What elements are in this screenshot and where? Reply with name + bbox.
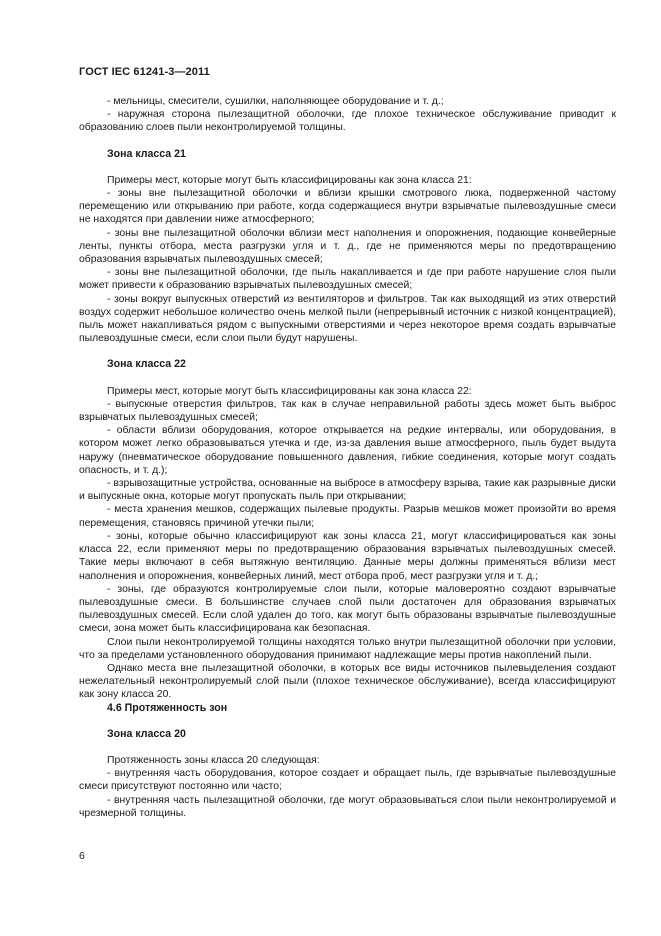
list-item: - зоны вне пылезащитной оболочки вблизи мест наполнения и опорожнения, подающие конвейерные ленты, пункты отбора, места разгрузки угля и т. д., где не применяются меры по предотвращению образования взрывчатых пылевоздушных смесей; [79, 227, 616, 266]
list-item: - внутренняя часть оборудования, которое создает и обращает пыль, где взрывчатые пылевоздушные смеси присутствуют постоянно или часто; [79, 768, 616, 793]
page-body [79, 95, 616, 820]
list-item: - зоны вне пылезащитной оболочки, где пыль накапливается и где при работе нарушение слоя пыли может привести к образованию взрывчатых пылевоздушных смесей; [79, 267, 616, 292]
paragraph: Однако места вне пылезащитной оболочки, в которых все виды источников пылевыделения создают нежелательный неконтролируемый слой пыли (плохое техническое обслуживание), всегда классифицируют как зону класса 20. [79, 662, 616, 701]
section-heading-zone-22: Зона класса 22 [107, 358, 186, 371]
list-item: - наружная сторона пылезащитной оболочки, где плохое техническое обслуживание приводит к образованию слоев пыли неконтролируемой толщины. [79, 109, 616, 134]
paragraph: Протяженность зоны класса 20 следующая: [107, 754, 320, 766]
list-item: - взрывозащитные устройства, основанные на выбросе в атмосферу взрыва, такие как разрывные диски и выпускные окна, которые могут пропускать пыль при открывании; [79, 478, 616, 503]
list-item: - зоны вокруг выпускных отверстий из вентиляторов и фильтров. Так как выходящий из этих отверстий воздух содержит небольшое количество очень мелкой пыли (непрерывный источник с низкой концентрацией), пыль может накапливаться рядом с выпускными отверстиями и через некоторое время создать взрывчатые пылевоздушные смеси, если слои пыли будут нарушены. [79, 293, 616, 345]
section-heading-zone-21: Зона класса 21 [107, 147, 186, 160]
list-item: - мельницы, смесители, сушилки, наполняющее оборудование и т. д.; [107, 96, 444, 107]
standard-header: ГОСТ IEC 61241-3—2011 [79, 66, 210, 78]
list-item: - зоны, которые обычно классифицируют как зоны класса 21, могут классифицироваться как зоны класса 22, если применяют меры по предотвращению образования взрывчатых пылевоздушных смесей. Такие меры включают в себя вытяжную вентиляцию. Данные меры должны применяться вблизи мест наполнения и опорожнения, конвейерных линий, мест отбора проб, мест разгрузки угля и т. д.; [79, 530, 616, 582]
section-heading-zone-20: Зона класса 20 [107, 727, 186, 740]
page-number: 6 [79, 851, 85, 862]
list-item: - зоны, где образуются контролируемые слои пыли, которые маловероятно создают взрывчатые пылевоздушные смеси. В большинстве случаев слой пыли достаточен для образования взрывчатых пылевоздушных смесей. Если слой удален до того, как могут быть образованы взрывчатые пылевоздушные смеси, зона может быть классифицирована как безопасная. [79, 583, 616, 635]
list-item: - места хранения мешков, содержащих пылевые продукты. Разрыв мешков может произойти во время перемещения, становясь причиной утечки пыли; [79, 504, 616, 529]
paragraph: Слои пыли неконтролируемой толщины находятся только внутри пылезащитной оболочки при условии, что за пределами установленного оборудования принимают надлежащие меры против накоплений пыли. [79, 636, 616, 661]
paragraph: Примеры мест, которые могут быть классифицированы как зона класса 22: [107, 385, 472, 397]
list-item: - зоны вне пылезащитной оболочки и вблизи крышки смотрового люка, подверженной частому перемещению или открыванию при работе, когда содержащиеся внутри взрывчатые пылевоздушные смеси не находятся при давлении ниже атмосферного; [79, 188, 616, 226]
list-item: - области вблизи оборудования, которое открывается на редкие интервалы, или оборудования, в котором может легко образовываться утечка и где, из-за давления выше атмосферного, пыль будет выдута наружу (пневматическое оборудование повышенного давления, гибкие соединения, которые могут создать опасность, и т. д.); [79, 425, 616, 476]
list-item: - выпускные отверстия фильтров, так как в случае неправильной работы здесь может быть выброс взрывчатых пылевоздушных смесей; [79, 398, 616, 424]
section-heading-4-6: 4.6 Протяженность зон [107, 701, 228, 714]
paragraph: Примеры мест, которые могут быть классифицированы как зона класса 21: [107, 174, 472, 186]
list-item: - внутренняя часть пылезащитной оболочки, где могут образовываться слои пыли неконтролируемой и чрезмерной толщины. [79, 794, 616, 819]
